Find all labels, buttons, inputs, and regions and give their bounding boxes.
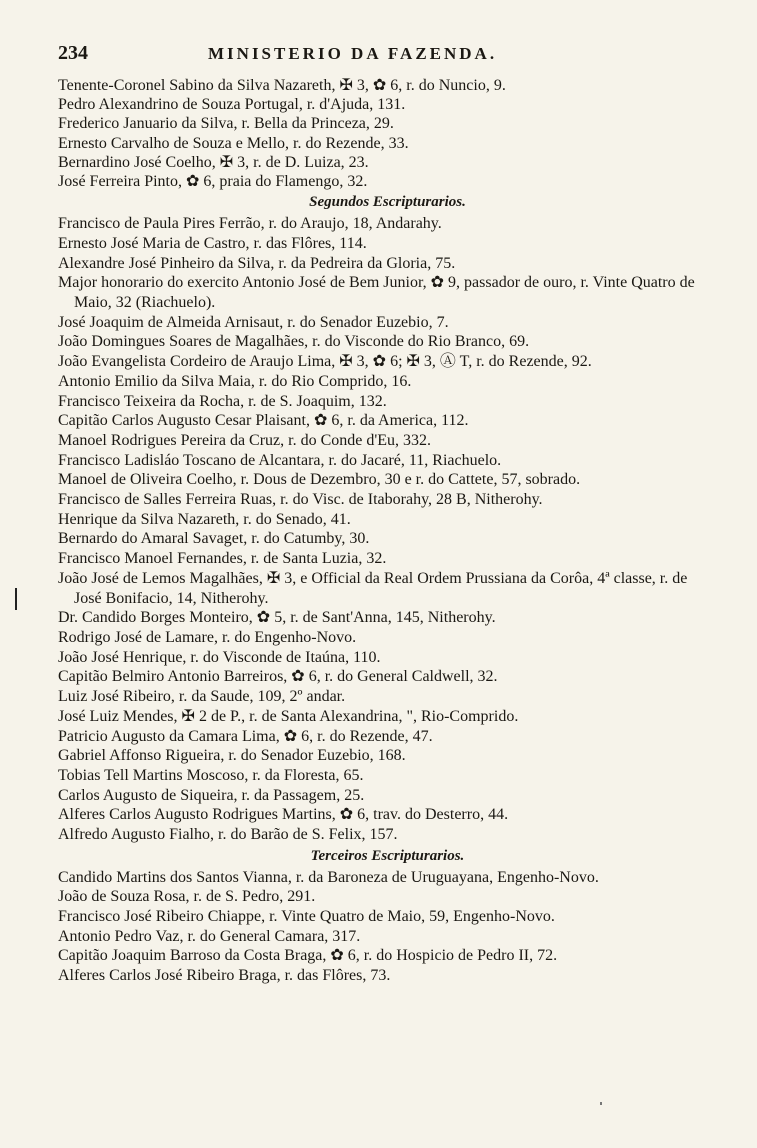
list-entry: Francisco de Salles Ferreira Ruas, r. do Visc. de Itaborahy, 28 B, Nitherohy. [58, 491, 543, 509]
list-entry: Bernardino José Coelho, ✠ 3, r. de D. Luiza, 23. [58, 153, 369, 171]
list-entry: Ernesto Carvalho de Souza e Mello, r. do Rezende, 33. [58, 134, 409, 152]
list-entry: Candido Martins dos Santos Vianna, r. da Baroneza de Uruguayana, Engenho-Novo. [58, 868, 599, 886]
running-title: MINISTERIO DA FAZENDA. [208, 44, 498, 63]
list-entry: Bernardo do Amaral Savaget, r. do Catumby, 30. [58, 530, 370, 548]
list-entry: Antonio Emilio da Silva Maia, r. do Rio Comprido, 16. [58, 372, 412, 390]
list-entry: Manoel Rodrigues Pereira da Cruz, r. do Conde d'Eu, 332. [58, 431, 432, 449]
print-speck [600, 1102, 602, 1105]
list-entry: Antonio Pedro Vaz, r. do General Camara, 317. [58, 927, 361, 945]
list-entry: João Evangelista Cordeiro de Araujo Lima, ✠ 3, ✿ 6; ✠ 3, Ⓐ T, r. do Rezende, 92. [58, 353, 592, 371]
list-entry: Alfredo Augusto Fialho, r. do Barão de S. Felix, 157. [58, 826, 398, 844]
list-entry: Pedro Alexandrino de Souza Portugal, r. d'Ajuda, 131. [58, 96, 406, 114]
list-entry: Rodrigo José de Lamare, r. do Engenho-Novo. [58, 628, 357, 646]
list-entry: Capitão Belmiro Antonio Barreiros, ✿ 6, r. do General Caldwell, 32. [58, 668, 498, 686]
list-entry: João Domingues Soares de Magalhães, r. do Visconde do Rio Branco, 69. [58, 333, 530, 351]
list-entry: Capitão Joaquim Barroso da Costa Braga, ✿ 6, r. do Hospicio de Pedro II, 72. [58, 947, 558, 965]
segundos-entry-list [58, 214, 717, 845]
list-entry: Dr. Candido Borges Monteiro, ✿ 5, r. de Sant'Anna, 145, Nitherohy. [58, 609, 496, 627]
list-entry: Capitão Carlos Augusto Cesar Plaisant, ✿ 6, r. da America, 112. [58, 412, 469, 430]
list-entry: Ernesto José Maria de Castro, r. das Flôres, 114. [58, 234, 367, 252]
terceiros-entry-list [58, 868, 717, 986]
list-entry: João José Henrique, r. do Visconde de Itaúna, 110. [58, 648, 381, 666]
list-entry: Frederico Januario da Silva, r. Bella da Princeza, 29. [58, 115, 394, 133]
section-heading-terceiros: Terceiros Escripturarios. [310, 847, 465, 864]
list-entry: Henrique da Silva Nazareth, r. do Senado, 41. [58, 510, 351, 528]
list-entry: Francisco Manoel Fernandes, r. de Santa Luzia, 32. [58, 550, 387, 568]
list-entry: João de Souza Rosa, r. de S. Pedro, 291. [58, 888, 316, 906]
first-entry-list [58, 76, 717, 191]
list-entry: José Luiz Mendes, ✠ 2 de P., r. de Santa Alexandrina, ", Rio-Comprido. [58, 707, 519, 725]
list-entry: Francisco de Paula Pires Ferrão, r. do Araujo, 18, Andarahy. [58, 215, 442, 233]
list-entry: Tobias Tell Martins Moscoso, r. da Floresta, 65. [58, 766, 364, 784]
list-entry: José Joaquim de Almeida Arnisaut, r. do Senador Euzebio, 7. [58, 313, 449, 331]
list-entry: Tenente-Coronel Sabino da Silva Nazareth, ✠ 3, ✿ 6, r. do Nuncio, 9. [58, 77, 506, 94]
list-entry: Luiz José Ribeiro, r. da Saude, 109, 2º andar. [58, 688, 346, 706]
page-header [58, 42, 717, 76]
list-entry: Manoel de Oliveira Coelho, r. Dous de Dezembro, 30 e r. do Cattete, 57, sobrado. [58, 471, 581, 489]
list-entry: Patricio Augusto da Camara Lima, ✿ 6, r. do Rezende, 47. [58, 727, 433, 745]
list-entry: Alferes Carlos Augusto Rodrigues Martins, ✿ 6, trav. do Desterro, 44. [58, 806, 509, 824]
section-heading-segundos: Segundos Escripturarios. [309, 194, 466, 211]
list-entry: Alexandre José Pinheiro da Silva, r. da Pedreira da Gloria, 75. [58, 254, 456, 272]
page-number: 234 [58, 42, 88, 64]
list-entry: Francisco Teixeira da Rocha, r. de S. Joaquim, 132. [58, 392, 387, 410]
list-entry: Francisco Ladisláo Toscano de Alcantara, r. do Jacaré, 11, Riachuelo. [58, 451, 502, 469]
list-entry: Major honorario do exercito Antonio José de Bem Junior, ✿ 9, passador de ouro, r. Vinte Quatro de Maio, 32 (Riachuelo). [58, 274, 695, 312]
list-entry: João José de Lemos Magalhães, ✠ 3, e Official da Real Ordem Prussiana da Corôa, 4ª classe, r. de José Bonifacio, 14, Nitherohy. [58, 569, 688, 607]
list-entry: Gabriel Affonso Rigueira, r. do Senador Euzebio, 168. [58, 747, 406, 765]
margin-mark [15, 588, 17, 610]
list-entry: José Ferreira Pinto, ✿ 6, praia do Flamengo, 32. [58, 173, 368, 191]
list-entry: Carlos Augusto de Siqueira, r. da Passagem, 25. [58, 786, 365, 804]
list-entry: Francisco José Ribeiro Chiappe, r. Vinte Quatro de Maio, 59, Engenho-Novo. [58, 907, 555, 925]
list-entry: Alferes Carlos José Ribeiro Braga, r. das Flôres, 73. [58, 966, 391, 984]
